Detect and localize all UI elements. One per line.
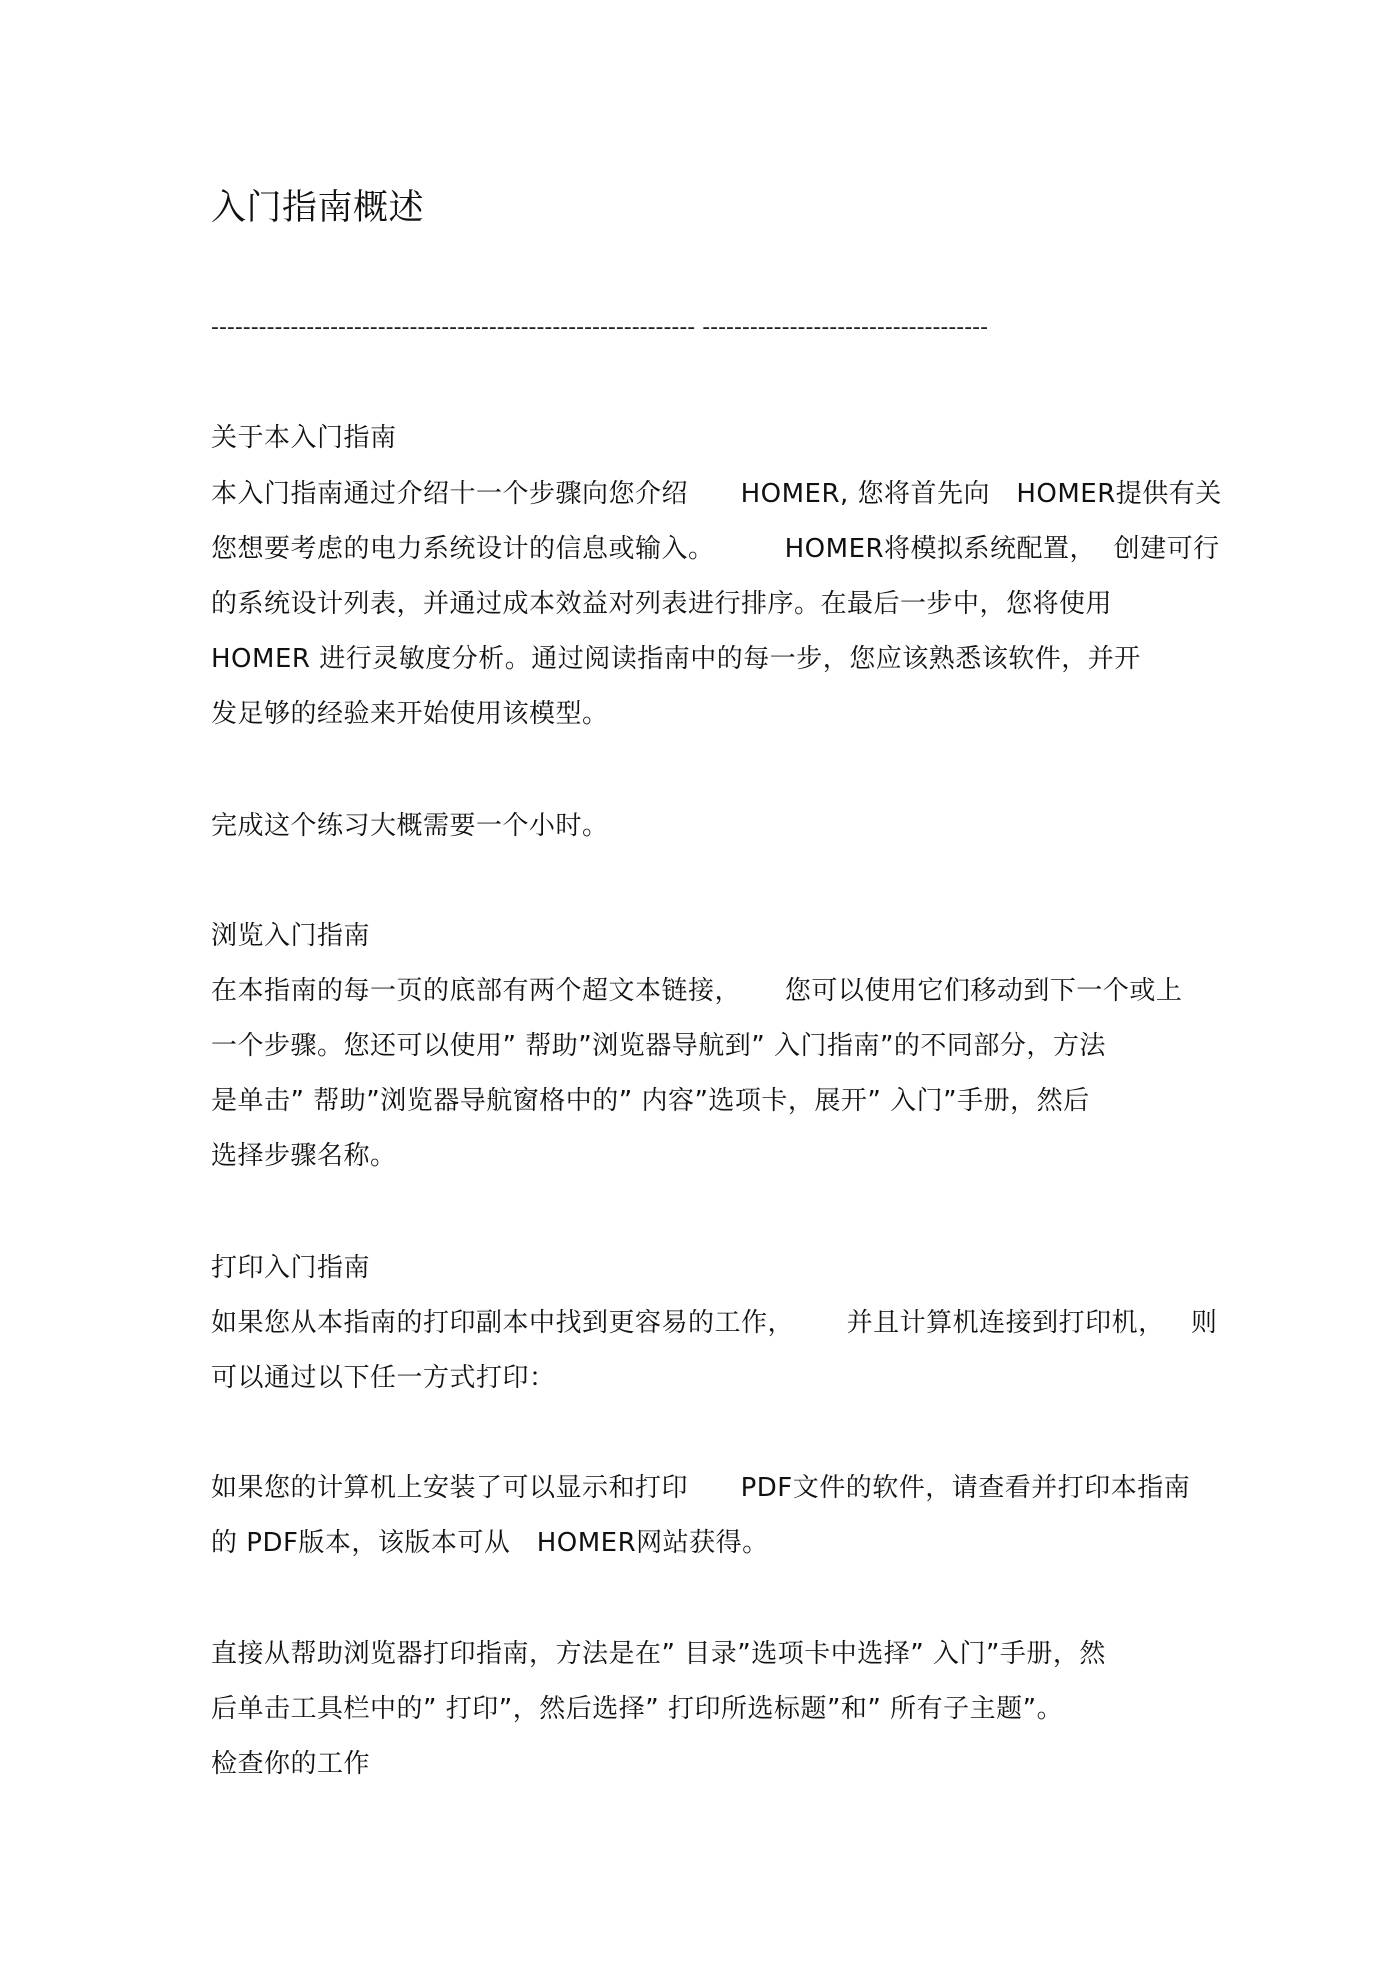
paragraph-line: 本入门指南通过介绍十一个步骤向您介绍 HOMER, 您将首先向 HOMER提供有关: [211, 479, 1222, 509]
document-title: 入门指南概述: [211, 188, 425, 228]
print-option-line: 后单击工具栏中的” 打印”，然后选择” 打印所选标题”和” 所有子主题”。: [211, 1694, 1064, 1724]
section-heading-about: 关于本入门指南: [211, 423, 397, 453]
section-heading-navigate: 浏览入门指南: [211, 921, 371, 951]
paragraph-line: 在本指南的每一页的底部有两个超文本链接， 您可以使用它们移动到下一个或上: [211, 976, 1183, 1006]
paragraph-line: 可以通过以下任一方式打印：: [211, 1363, 556, 1393]
print-option-line: 的 PDF版本，该版本可从 HOMER网站获得。: [211, 1528, 769, 1558]
print-option-line: 直接从帮助浏览器打印指南，方法是在” 目录”选项卡中选择” 入门”手册，然: [211, 1639, 1106, 1669]
section-heading-print: 打印入门指南: [211, 1253, 371, 1283]
duration-note: 完成这个练习大概需要一个小时。: [211, 811, 609, 841]
paragraph-line: 发足够的经验来开始使用该模型。: [211, 699, 609, 729]
paragraph-line: 选择步骤名称。: [211, 1141, 397, 1171]
paragraph-line: 如果您从本指南的打印副本中找到更容易的工作， 并且计算机连接到打印机， 则: [211, 1308, 1218, 1338]
section-heading-check: 检查你的工作: [211, 1749, 371, 1779]
paragraph-line: 您想要考虑的电力系统设计的信息或输入。 HOMER将模拟系统配置， 创建可行: [211, 534, 1220, 564]
paragraph-line: 一个步骤。您还可以使用” 帮助”浏览器导航到” 入门指南”的不同部分，方法: [211, 1031, 1106, 1061]
print-option-line: 如果您的计算机上安装了可以显示和打印 PDF文件的软件，请查看并打印本指南: [211, 1473, 1191, 1503]
paragraph-line: 的系统设计列表，并通过成本效益对列表进行排序。在最后一步中，您将使用: [211, 589, 1113, 619]
paragraph-line: HOMER 进行灵敏度分析。通过阅读指南中的每一步，您应该熟悉该软件，并开: [211, 644, 1141, 674]
paragraph-line: 是单击” 帮助”浏览器导航窗格中的” 内容”选项卡，展开” 入门”手册，然后: [211, 1086, 1090, 1116]
divider-line: ------------------------------------------------------------- ------------------------------------: [211, 315, 989, 340]
